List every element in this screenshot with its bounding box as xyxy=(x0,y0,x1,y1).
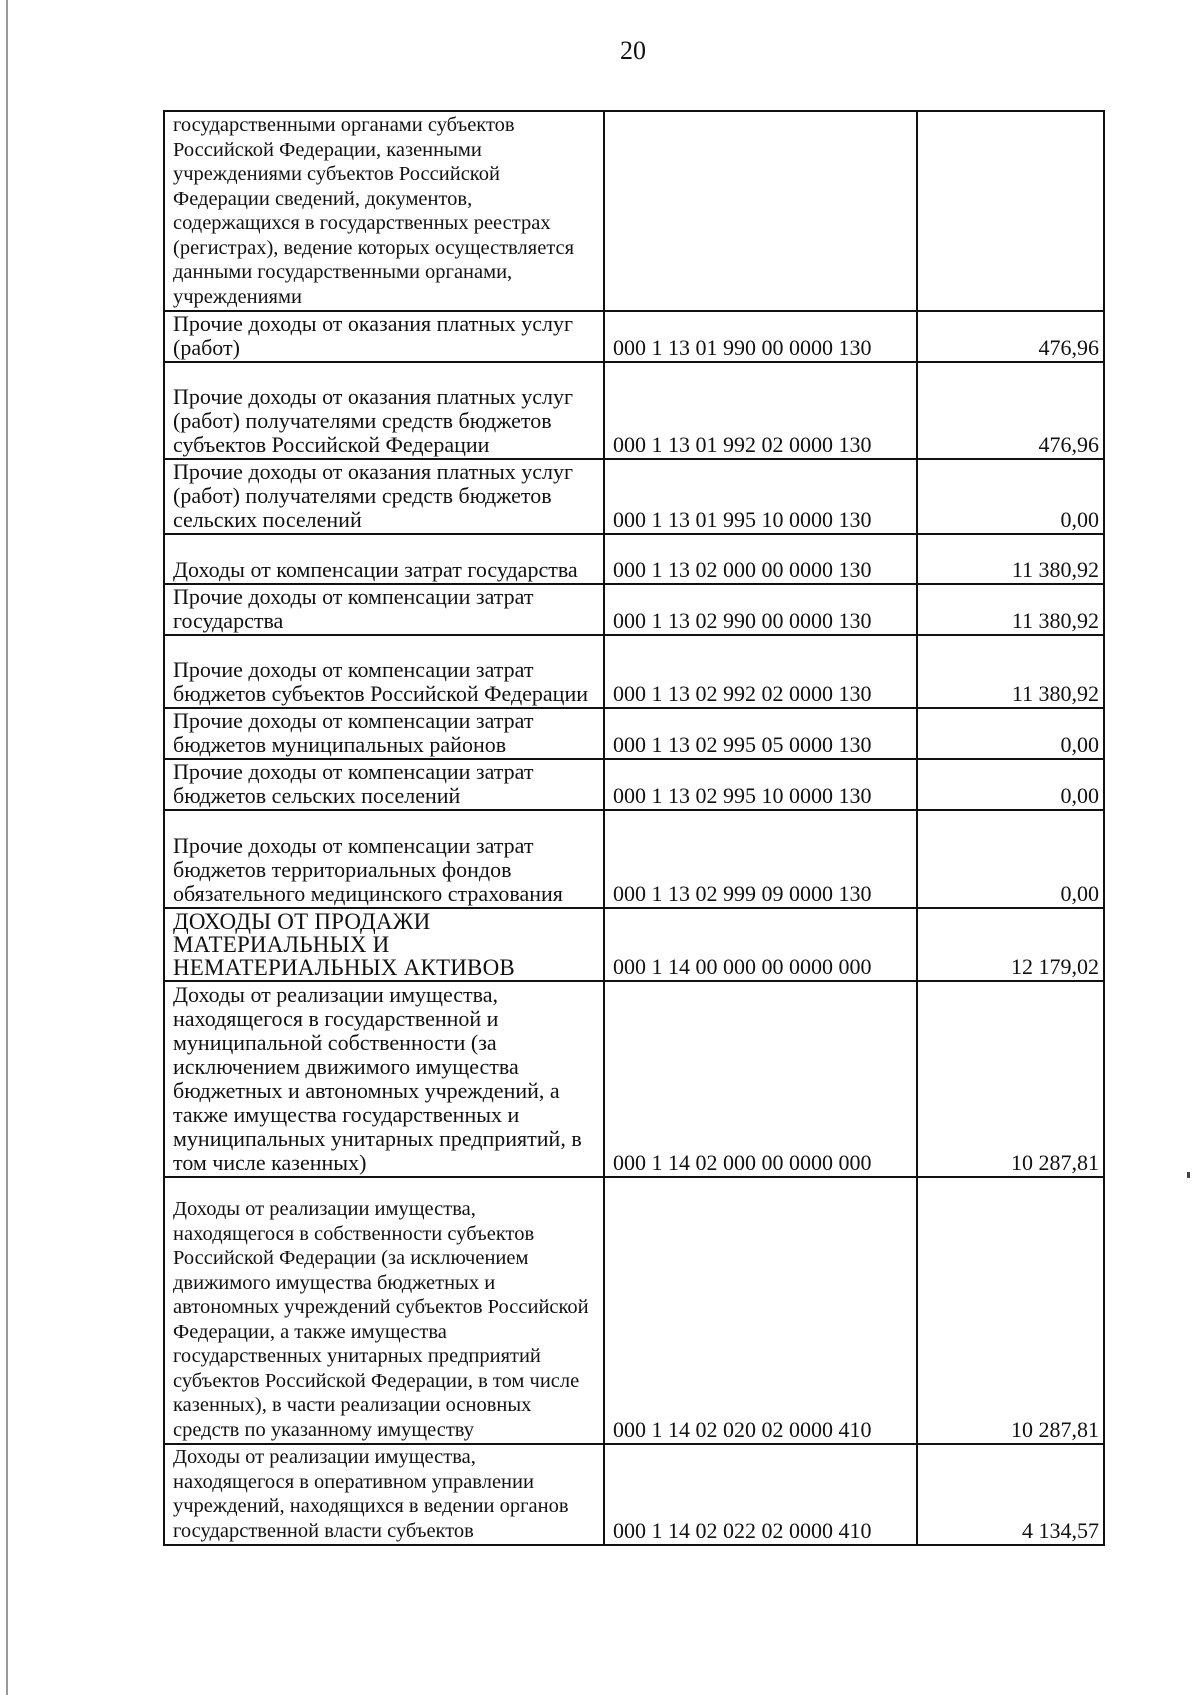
row-amount: 10 287,81 xyxy=(917,1177,1104,1444)
row-name: Прочие доходы от оказания платных услуг (работ) получателями средств бюджетов субъектов Российской Федерации xyxy=(164,362,604,459)
row-name: Доходы от реализации имущества, находящегося в собственности субъектов Российской Федерации (за исключением движимого имущества бюджетных и автономных учреждений субъектов Российской Федерации, а также имущества государственных унитарных предприятий субъектов Российской Федерации, в том числе казенных), в части реализации основных средств по указанному имуществу xyxy=(164,1177,604,1444)
table-row xyxy=(164,908,1104,981)
row-amount: 11 380,92 xyxy=(917,584,1104,635)
row-code: 000 1 14 02 022 02 0000 410 xyxy=(604,1444,917,1545)
row-name: Прочие доходы от компенсации затрат бюджетов субъектов Российской Федерации xyxy=(164,635,604,708)
row-code: 000 1 13 02 992 02 0000 130 xyxy=(604,635,917,708)
table-row xyxy=(164,362,1104,459)
row-amount: 10 287,81 xyxy=(917,981,1104,1177)
row-amount: 476,96 xyxy=(917,311,1104,362)
row-code: 000 1 13 01 990 00 0000 130 xyxy=(604,311,917,362)
row-code: 000 1 14 02 000 00 0000 000 xyxy=(604,981,917,1177)
row-code: 000 1 13 02 999 09 0000 130 xyxy=(604,810,917,908)
table-row xyxy=(164,759,1104,810)
table-row xyxy=(164,111,1104,311)
table-row xyxy=(164,981,1104,1177)
table-row xyxy=(164,584,1104,635)
row-name: Прочие доходы от компенсации затрат государства xyxy=(164,584,604,635)
row-amount: 0,00 xyxy=(917,810,1104,908)
row-name: Прочие доходы от компенсации затрат бюджетов территориальных фондов обязательного медицинского страхования xyxy=(164,810,604,908)
row-code: 000 1 13 02 000 00 0000 130 xyxy=(604,534,917,584)
row-name: Доходы от компенсации затрат государства xyxy=(164,534,604,584)
table-row xyxy=(164,1177,1104,1444)
row-name: Прочие доходы от компенсации затрат бюджетов муниципальных районов xyxy=(164,708,604,759)
row-code: 000 1 13 02 995 05 0000 130 xyxy=(604,708,917,759)
page-number: 20 xyxy=(620,36,646,65)
revenue-table xyxy=(163,110,1105,1546)
table-row xyxy=(164,708,1104,759)
row-name: ДОХОДЫ ОТ ПРОДАЖИ МАТЕРИАЛЬНЫХ И НЕМАТЕРИАЛЬНЫХ АКТИВОВ xyxy=(164,908,604,981)
row-amount: 476,96 xyxy=(917,362,1104,459)
table-row xyxy=(164,810,1104,908)
row-amount: 0,00 xyxy=(917,708,1104,759)
row-name: Доходы от реализации имущества, находящегося в государственной и муниципальной собственности (за исключением движимого имущества бюджетных и автономных учреждений, а также имущества государственных и муниципальных унитарных предприятий, в том числе казенных) xyxy=(164,981,604,1177)
row-code: 000 1 13 01 992 02 0000 130 xyxy=(604,362,917,459)
scan-mark xyxy=(1187,1172,1190,1178)
row-code: 000 1 14 02 020 02 0000 410 xyxy=(604,1177,917,1444)
row-name: Прочие доходы от компенсации затрат бюджетов сельских поселений xyxy=(164,759,604,810)
row-code: 000 1 13 01 995 10 0000 130 xyxy=(604,459,917,534)
table-row xyxy=(164,534,1104,584)
row-amount: 11 380,92 xyxy=(917,635,1104,708)
row-code: 000 1 13 02 990 00 0000 130 xyxy=(604,584,917,635)
table-row xyxy=(164,1444,1104,1545)
row-code: 000 1 13 02 995 10 0000 130 xyxy=(604,759,917,810)
table-row xyxy=(164,459,1104,534)
row-name: Прочие доходы от оказания платных услуг (работ) получателями средств бюджетов сельских поселений xyxy=(164,459,604,534)
row-amount: 0,00 xyxy=(917,459,1104,534)
row-code xyxy=(604,111,917,311)
row-name: Прочие доходы от оказания платных услуг (работ) xyxy=(164,311,604,362)
row-amount: 12 179,02 xyxy=(917,908,1104,981)
table-row xyxy=(164,635,1104,708)
row-name: государственными органами субъектов Российской Федерации, казенными учреждениями субъектов Российской Федерации сведений, документов, содержащихся в государственных реестрах (регистрах), ведение которых осуществляется данными государственными органами, учреждениями xyxy=(164,111,604,311)
table-row xyxy=(164,311,1104,362)
row-code: 000 1 14 00 000 00 0000 000 xyxy=(604,908,917,981)
scan-left-edge xyxy=(6,0,8,1695)
row-amount xyxy=(917,111,1104,311)
row-name: Доходы от реализации имущества, находящегося в оперативном управлении учреждений, находящихся в ведении органов государственной власти субъектов xyxy=(164,1444,604,1545)
row-amount: 11 380,92 xyxy=(917,534,1104,584)
row-amount: 0,00 xyxy=(917,759,1104,810)
row-amount: 4 134,57 xyxy=(917,1444,1104,1545)
